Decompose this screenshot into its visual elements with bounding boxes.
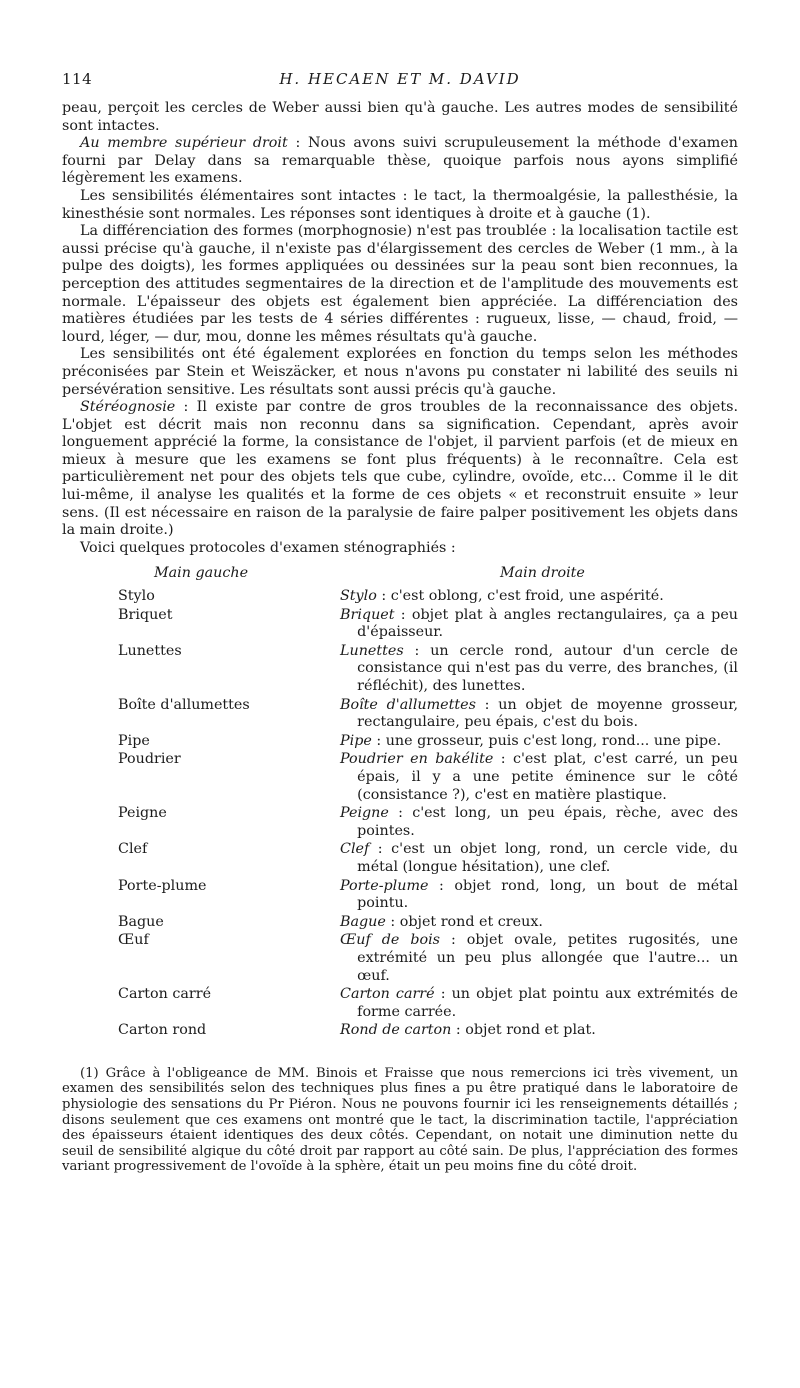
protocol-row — [62, 805, 738, 840]
left-object: Porte-plume — [118, 877, 207, 894]
response-text: : c'est plat, c'est carré, un peu épais, il y a une petite éminence sur le côté (consistance ?), c'est en matière plastique. — [357, 751, 738, 803]
protocol-row — [62, 733, 738, 751]
paragraph — [62, 188, 738, 223]
protocol-row — [62, 986, 738, 1021]
left-object: Carton carré — [118, 986, 212, 1003]
protocol-row — [62, 697, 738, 732]
paragraph-lead: Stéréognosie — [80, 399, 176, 416]
left-object: Stylo — [118, 588, 155, 605]
right-response — [340, 805, 738, 840]
page-number: 114 — [62, 70, 93, 88]
protocol-table — [62, 565, 738, 1039]
protocol-row — [62, 932, 738, 985]
response-text: : c'est long, un peu épais, rèche, avec des pointes. — [357, 805, 738, 839]
footnote — [62, 1066, 738, 1175]
protocol-row — [62, 643, 738, 696]
paragraph — [62, 223, 738, 346]
left-column-heading: Main gauche — [154, 565, 249, 582]
right-column-heading: Main droite — [500, 565, 585, 582]
paragraph-text: : Nous avons suivi scrupuleusement la méthode d'examen fourni par Delay dans sa remarquable thèse, quoique parfois nous ayons simplifié légèrement les examens. — [62, 135, 738, 187]
right-object: Lunettes — [340, 642, 404, 659]
paragraph-text: peau, perçoit les cercles de Weber aussi bien qu'à gauche. Les autres modes de sensibilité sont intactes. — [62, 100, 738, 134]
protocol-row — [62, 751, 738, 804]
right-object: Porte-plume — [340, 877, 429, 894]
right-response — [340, 751, 738, 804]
left-object: Poudrier — [118, 751, 181, 768]
left-object: Carton rond — [118, 1022, 207, 1039]
response-text: : un cercle rond, autour d'un cercle de consistance qui n'est pas du verre, des branches, (il réfléchit), des lunettes. — [357, 642, 738, 694]
right-response — [340, 588, 738, 606]
right-object: Peigne — [340, 805, 389, 822]
paragraph — [62, 346, 738, 399]
paragraph — [62, 135, 738, 188]
right-response — [340, 841, 738, 876]
right-response — [340, 643, 738, 696]
right-object: Carton carré — [340, 986, 435, 1003]
right-response — [340, 986, 738, 1021]
left-object: Peigne — [118, 805, 167, 822]
page-header — [62, 70, 738, 100]
paragraph-text: Les sensibilités élémentaires sont intactes : le tact, la thermoalgésie, la pallesthésie, la kinesthésie sont normales. Les réponses sont identiques à droite et à gauche (1). — [62, 187, 738, 222]
right-response — [340, 932, 738, 985]
paragraph-text: Les sensibilités ont été également explorées en fonction du temps selon les méthodes préconisées par Stein et Weiszäcker, et nous n'avons pu constater ni labilité des seuils ni persévération sensitive. Les résultats sont aussi précis qu'à gauche. — [62, 346, 738, 398]
right-response — [340, 1022, 738, 1040]
paragraph — [62, 399, 738, 540]
right-object: Stylo — [340, 588, 377, 605]
right-object: Œuf de bois — [340, 932, 440, 949]
protocol-row — [62, 1022, 738, 1040]
running-title: H. HECAEN ET M. DAVID — [279, 70, 521, 88]
left-object: Clef — [118, 841, 148, 858]
footnote-text: (1) Grâce à l'obligeance de MM. Binois et Fraisse que nous remercions ici très vivement, un examen des sensibilités selon des techniques plus fines a pu être pratiqué dans le laboratoire de physiologie des sensations du Pr Piéron. Nous ne pouvons fournir ici les renseignements détaillés ; disons seulement que ces examens ont montré que le tact, la discrimination tactile, l'appréciation des épaisseurs étaient identiques des deux côtés. Cependant, on notait une diminution nette du seuil de sensibilité algique du côté droit par rapport au côté sain. De plus, l'appréciation des formes variant progressivement de l'ovoïde à la sphère, était un peu moins fine du côté droit. — [62, 1065, 738, 1175]
response-text: : un objet de moyenne grosseur, rectangulaire, peu épais, c'est du bois. — [357, 696, 739, 731]
response-text: : une grosseur, puis c'est long, rond... une pipe. — [371, 732, 722, 749]
left-object: Boîte d'allumettes — [118, 696, 250, 713]
right-response — [340, 914, 738, 932]
response-text: : objet ovale, petites rugosités, une extrémité un peu plus allongée que l'autre... un œuf. — [357, 932, 738, 984]
paragraph — [62, 100, 738, 135]
paragraph-lead: Au membre supérieur droit — [80, 135, 288, 152]
right-object: Boîte d'allumettes — [340, 696, 476, 713]
body-text — [62, 100, 738, 557]
left-object: Pipe — [118, 732, 150, 749]
right-object: Briquet — [340, 606, 395, 623]
paragraph-text: Voici quelques protocoles d'examen sténographiés : — [80, 539, 456, 556]
right-object: Bague — [340, 913, 386, 930]
protocol-row — [62, 878, 738, 913]
right-object: Rond de carton — [340, 1022, 452, 1039]
page — [62, 70, 738, 1175]
protocol-row — [62, 607, 738, 642]
left-object: Œuf — [118, 932, 149, 949]
paragraph — [62, 540, 738, 558]
paragraph-text: : Il existe par contre de gros troubles de la reconnaissance des objets. L'objet est décrit mais non reconnu dans sa signification. Cependant, après avoir longuement apprécié la forme, la consistance de l'objet, il parvient parfois (et de mieux en mieux à mesure que les examens se font plus fréquents) à le reconnaître. Cela est particulièrement net pour des objets tels que cube, cylindre, ovoïde, etc... Comme il le dit lui-même, il analyse les qualités et la forme de ces objets « et reconstruit ensuite » leur sens. (Il est nécessaire en raison de la paralysie de faire palper positivement les objets dans la main droite.) — [62, 399, 738, 539]
protocol-header — [62, 565, 738, 583]
protocol-row — [62, 914, 738, 932]
response-text: : c'est oblong, c'est froid, une aspérité. — [376, 588, 664, 605]
left-object: Briquet — [118, 606, 173, 623]
response-text: : un objet plat pointu aux extrémités de forme carrée. — [357, 986, 739, 1020]
right-response — [340, 878, 738, 913]
right-object: Clef — [340, 841, 370, 858]
right-response — [340, 607, 738, 642]
left-object: Bague — [118, 913, 164, 930]
protocol-row — [62, 841, 738, 876]
response-text: : objet rond et plat. — [451, 1022, 596, 1039]
protocol-row — [62, 588, 738, 606]
left-object: Lunettes — [118, 642, 182, 659]
right-response — [340, 733, 738, 751]
response-text: : objet plat à angles rectangulaires, ça a peu d'épaisseur. — [357, 606, 738, 641]
response-text: : objet rond, long, un bout de métal pointu. — [357, 877, 738, 912]
paragraph-text: La différenciation des formes (morphognosie) n'est pas troublée : la localisation tactile est aussi précise qu'à gauche, il n'existe pas d'élargissement des cercles de Weber (1 mm., à la pulpe des doigts), les formes appliquées ou dessinées sur la peau sont bien reconnues, la perception des attitudes segmentaires de la direction et de l'amplitude des mouvements est normale. L'épaisseur des objets est également bien appréciée. La différenciation des matières étudiées par les tests de 4 séries différentes : rugueux, lisse, — chaud, froid, — lourd, léger, — dur, mou, donne les mêmes résultats qu'à gauche. — [62, 223, 738, 345]
right-response — [340, 697, 738, 732]
right-object: Pipe — [340, 732, 372, 749]
response-text: : c'est un objet long, rond, un cercle vide, du métal (longue hésitation), une clef. — [357, 841, 738, 875]
response-text: : objet rond et creux. — [385, 913, 543, 930]
right-object: Poudrier en bakélite — [340, 751, 494, 768]
